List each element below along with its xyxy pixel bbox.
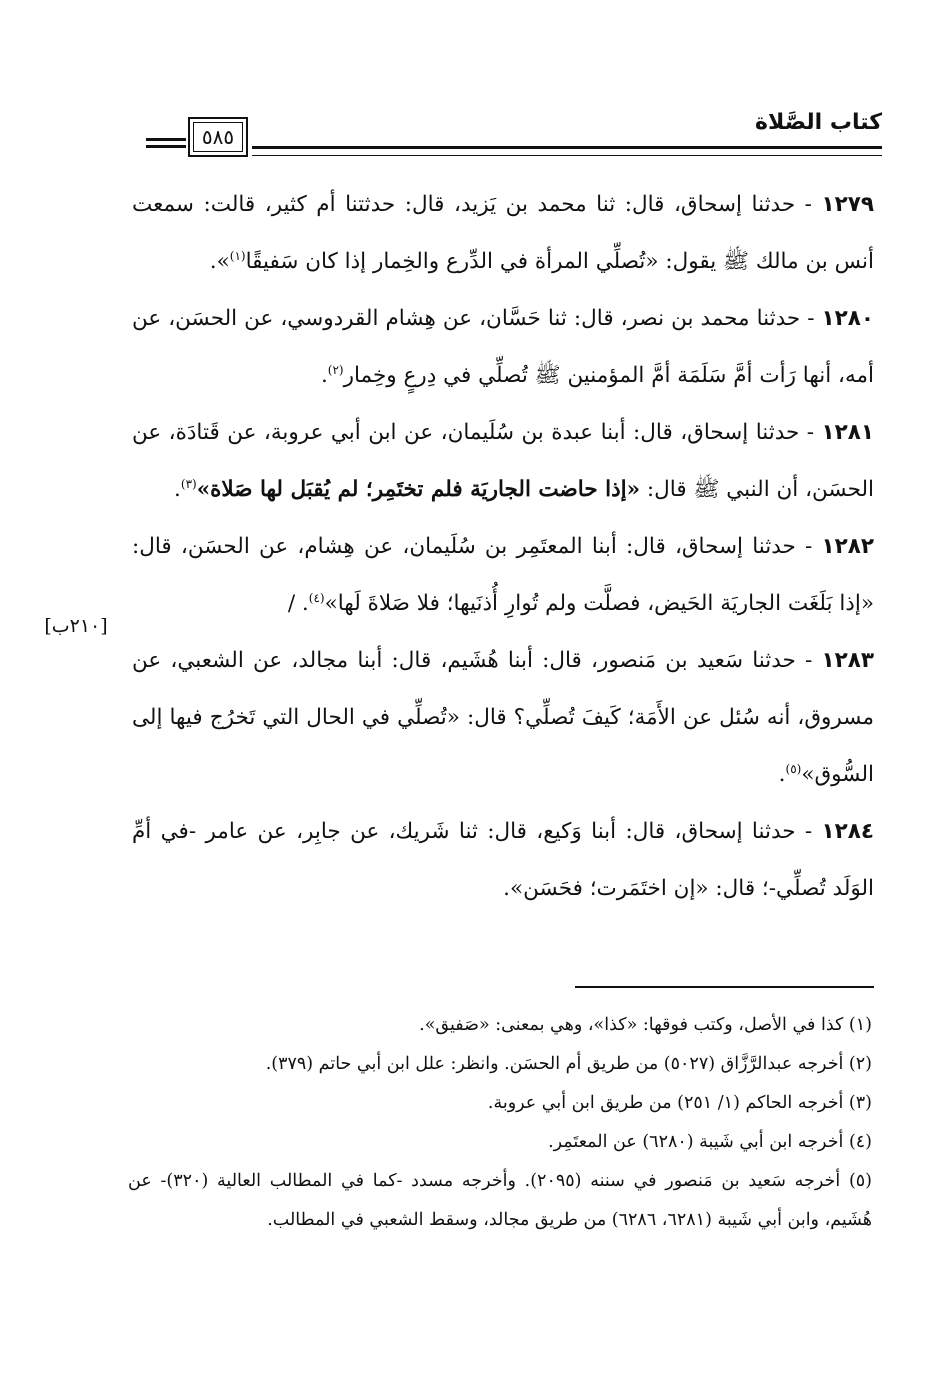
- footnote-ref: (٢): [327, 362, 344, 377]
- hadith-1284: [132, 803, 874, 917]
- page-number: ٥٨٥: [201, 125, 235, 149]
- chapter-title: كتاب الصَّلاة: [755, 110, 882, 135]
- footnote-ref: (٥): [785, 761, 802, 776]
- hadith-text-end: . /: [287, 591, 309, 616]
- footnote-4: (٤) أخرجه ابن أبي شَيبة (٦٢٨٠) عن المعتَمِر.: [548, 1132, 872, 1152]
- hadith-1281: [132, 404, 874, 518]
- hadith-quote-bold: «إذا حاضت الجاريَة فلم تختَمِر؛ لم يُقبَل لها صَلاة»: [196, 477, 641, 502]
- main-text: [132, 176, 874, 917]
- header-rule: [252, 146, 882, 156]
- footnote-3: (٣) أخرجه الحاكم (١/ ٢٥١) من طريق ابن أبي عروبة.: [487, 1093, 872, 1113]
- page-number-box: [188, 117, 248, 157]
- header-rule-short: [146, 138, 186, 148]
- hadith-1282: [132, 518, 874, 632]
- hadith-text: - حدثنا سَعيد بن مَنصور، قال: أبنا هُشَيم، قال: أبنا مجالد، عن الشعبي، عن مسروق، أنه سُئل عن الأَمَة؛ كَيفَ تُصلِّي؟ قال: «تُصلِّي في الحال التي تَخرُج فيها إلى السُّوق»: [132, 648, 874, 787]
- hadith-text-end: .: [778, 762, 786, 787]
- manuscript-folio-marker: [٢١٠ب]: [44, 615, 108, 637]
- hadith-text: - حدثنا إسحاق، قال: أبنا وَكيع، قال: ثنا شَريك، عن جابِر، عن عامر -في أمِّ الوَلَد تُصلِّي-؛ قال: «إن اختَمَرت؛ فحَسَن».: [132, 819, 874, 901]
- footnote-ref: (١): [229, 248, 246, 263]
- hadith-number: ١٢٨٤: [821, 819, 874, 844]
- hadith-1283: [132, 632, 874, 803]
- footnote-5: (٥) أخرجه سَعيد بن مَنصور في سننه (٢٠٩٥). وأخرجه مسدد -كما في المطالب العالية (٣٢٠)- عن هُشَيم، وابن أبي شَيبة (٦٢٨١، ٦٢٨٦) من طريق مجالد، وسقط الشعبي في المطالب.: [128, 1171, 872, 1230]
- footnote-ref: (٤): [308, 590, 325, 605]
- hadith-text-end: .: [320, 363, 328, 388]
- footnotes: [128, 1006, 872, 1240]
- hadith-number: ١٢٧٩: [821, 192, 874, 217]
- hadith-text: - حدثنا إسحاق، قال: ثنا محمد بن يَزيد، قال: حدثتنا أم كثير، قالت: سمعت أنس بن مالك ﷺ يقول: «تُصلِّي المرأة في الدِّرع والخِمار إذا كان سَفيقًا: [132, 192, 874, 274]
- hadith-text: - حدثنا إسحاق، قال: أبنا عبدة بن سُلَيمان، عن ابن أبي عروبة، عن قَتادَة، عن الحسَن، أن النبي ﷺ قال:: [132, 420, 874, 502]
- hadith-1279: [132, 176, 874, 290]
- hadith-text-end: .: [174, 477, 181, 502]
- hadith-text-end: ».: [209, 249, 230, 274]
- hadith-number: ١٢٨٠: [821, 306, 874, 331]
- hadith-number: ١٢٨٢: [821, 534, 874, 559]
- hadith-number: ١٢٨١: [821, 420, 874, 445]
- hadith-text: - حدثنا إسحاق، قال: أبنا المعتَمِر بن سُلَيمان، عن هِشام، عن الحسَن، قال: «إذا بَلَغَت الجاريَة الحَيض، فصلَّت ولم تُوارِ أُذنَيها؛ فلا صَلاةَ لَها»: [132, 534, 874, 616]
- hadith-number: ١٢٨٣: [821, 648, 874, 673]
- footnote-divider: [575, 986, 874, 988]
- footnote-1: (١) كذا في الأصل، وكتب فوقها: «كذا»، وهي بمعنى: «صَفيق».: [419, 1015, 872, 1035]
- page-header: [130, 108, 882, 168]
- hadith-1280: [132, 290, 874, 404]
- hadith-text: - حدثنا محمد بن نصر، قال: ثنا حَسَّان، عن هِشام القردوسي، عن الحسَن، عن أمه، أنها رَأت أمَّ سَلَمَة أمَّ المؤمنين ﷺ تُصلِّي في دِرعٍ وخِمار: [132, 306, 874, 388]
- footnote-2: (٢) أخرجه عبدالرَّزَّاق (٥٠٢٧) من طريق أم الحسَن. وانظر: علل ابن أبي حاتم (٣٧٩).: [265, 1054, 872, 1074]
- footnote-ref: (٣): [180, 476, 197, 491]
